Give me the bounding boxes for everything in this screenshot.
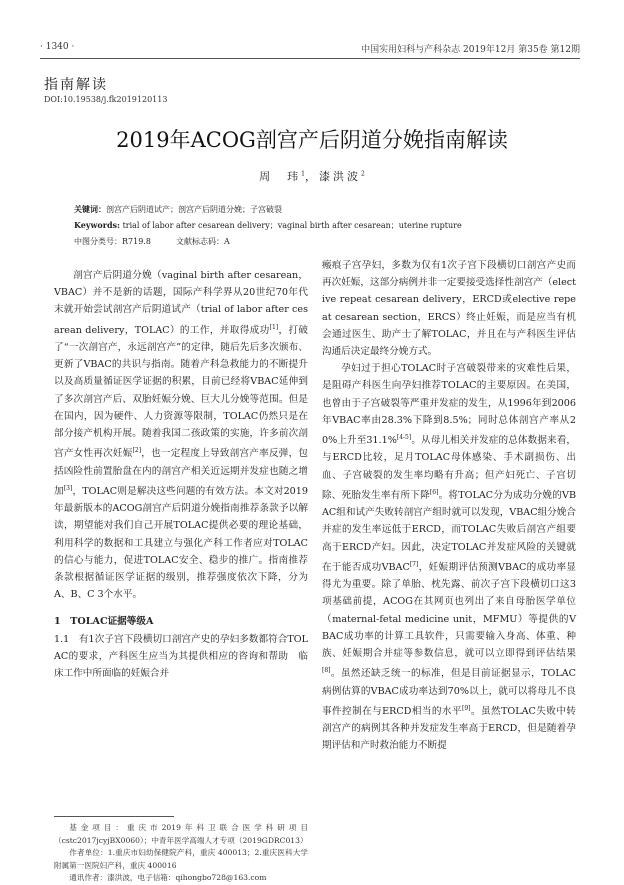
- section-heading: 1 TOLAC证据等级A: [54, 616, 154, 628]
- citation: [4-5]: [396, 434, 412, 442]
- author-2: 漆洪波: [319, 170, 361, 183]
- footnote-affiliation: 作者单位：1.重庆市妇幼保健院产科，重庆 400013；2.重庆医科大学附属第一医院妇产科，重庆 400016: [54, 848, 308, 870]
- keywords-cn-label: 关键词：: [74, 204, 106, 214]
- paragraph-risk: 孕妇过于担心TOLAC时子宫破裂带来的灾难性后果，是阻碍产科医生向孕妇推荐TOLAC的主要原因。在美国，也曾由于子宫破裂等严重并发症的发生，从1996年到2006年VBAC率由28.3%下降到8.5%；同时总体剖宫产率从20%上升至31.1%[4-5]。从母儿相关并发症的总体数据来看，与ERCD比较，足月TOLAC母体感染、手术副损伤、出血、子宫破裂的发生率均略有升高；但产妇死亡、子宫切除、死胎发生率有所下降[6]。将TOLAC分为成功分娩的VBAC组和试产失败转剖宫产组时就可以发现，VBAC组分娩合并症的发生率远低于ERCD，而TOLAC失败后剖宫产组要高于ERCD产妇。因此，决定TOLAC并发症风险的关键就在于能否成功VBAC[7]，妊娠期评估预测VBAC的成功率显得尤为重要。除了单胎、枕先露、前次子宫下段横切口这3项基础前提，ACOG在其网页也列出了来自母胎医学单位（maternal-fetal medicine unit，MFMU）等提供的VBAC成功率的计算工具软件，只需要输入身高、体重、种族、妊娠期合并症等参数信息，就可以立即得到评估结果[8]。虽然还缺乏统一的标准，但是目前证据显示，TOLAC病例估算的VBAC成功率达到70%以上，就可以将母儿不良事件控制在与ERCD相当的水平[9]。虽然TOLAC失败中转剖宫产的病例其各种并发症发生率高于ERCD，但是随着孕期评估和产时救治能力不断提: [322, 363, 577, 752]
- citation: [8]: [322, 667, 331, 675]
- citation: [6]: [429, 488, 439, 496]
- citation: [3]: [63, 484, 73, 492]
- class-value: R719.8: [122, 237, 151, 246]
- keywords-en-text: trial of labor after cesarean delivery；vaginal birth after cesarean；uterine rupture: [122, 221, 462, 230]
- author-2-affil: 2: [361, 170, 365, 178]
- doi: DOI:10.19538/j.fk2019120113: [44, 95, 168, 104]
- footnote: [54, 822, 308, 885]
- author-1-affil: 1: [301, 170, 305, 178]
- section-tag: 指南解读: [44, 77, 108, 93]
- authors: [0, 168, 624, 184]
- doc-code-label: 文献标志码：: [176, 237, 225, 246]
- journal-header: 中国实用妇科与产科杂志 2019年12月 第35卷 第12期: [361, 45, 580, 55]
- author-separator: ，: [305, 170, 319, 183]
- paragraph-1-1: 1.1 有1次子宫下段横切口剖宫产史的孕妇多数都符合TOLAC的要求，产科医生应当为其提供相应的咨询和帮助 临床工作中所面临的妊娠合并: [54, 633, 308, 680]
- citation: [2]: [132, 447, 142, 455]
- doc-code-value: A: [224, 237, 230, 246]
- body-column-left: [54, 267, 308, 682]
- citation: [1]: [269, 323, 279, 331]
- class-label: 中图分类号：: [74, 237, 122, 246]
- page-number: · 1340 ·: [40, 42, 75, 52]
- footnote-contact: 通讯作者：漆洪波，电子信箱：qihongbo728@163.com: [69, 873, 267, 883]
- keywords-en-label: Keywords:: [74, 220, 121, 230]
- footnote-fund: 基金项目：重庆市2019年科卫联合医学科研项目（cstc2017jcyjBX0060）；中青年医学高端人才专项（2019GDRC013）: [54, 823, 308, 845]
- classification: [74, 236, 594, 247]
- article-title: 2019年ACOG剖宫产后阴道分娩指南解读: [116, 128, 508, 152]
- keywords-cn-text: 剖宫产后阴道试产；剖宫产后阴道分娩；子宫破裂: [106, 205, 282, 214]
- body-column-right: [322, 257, 576, 755]
- header-rule: [40, 58, 580, 59]
- author-1: 周 玮: [259, 170, 302, 183]
- keywords-cn: [74, 204, 594, 215]
- footnote-rule: [54, 816, 174, 817]
- keywords-en: [74, 220, 594, 231]
- paragraph-intro: 剖宫产后阴道分娩（vaginal birth after cesarean，VBAC）并不是新的话题，国际产科学界从20世纪70年代末就开始尝试剖宫产后阴道试产（trial of labor after cesarean delivery，TOLAC）的工作，并取得成功[1]，打破了“一次剖宫产，永远剖宫产”的定律，随后先后多次颁布、更新了VBAC的共识与指南。随着产科急救能力的不断提升以及高质量循证医学证据的积累，目前已经将VBAC延伸到了多次剖宫产后、双胎妊娠分娩、巨大儿分娩等范围。但是在国内，因为硬件、人力资源等限制，TOLAC仍然只是在部分接产机构开展。随着我国二孩政策的实施，许多前次剖宫产女性再次妊娠[2]，也一定程度上导致剖宫产率反弹，包括凶险性前置胎盘在内的剖宫产相关近远期并发症也随之增加[3]，TOLAC则是解决这些问题的有效方法。本文对2019年最新版本的ACOG剖宫产后阴道分娩指南推荐条款予以解读，期望能对我们自己开展TOLAC提供必要的理论基础，利用科学的数据和工具建立与强化产科工作者应对TOLAC的信心与能力，促进TOLAC安全、稳步的推广。指南推荐条款根据循证医学证据的级别，推荐强度依次下降，分为A、B、C 3个水平。: [54, 270, 309, 601]
- citation: [9]: [461, 704, 471, 712]
- paragraph-continued: 瘢痕子宫孕妇，多数为仅有1次子宫下段横切口剖宫产史而再次妊娠，这部分病例并非一定要接受选择性剖宫产（elective repeat cesarean delivery，ERCD或elective repeat cesarean section，ERCS）终止妊娠，而是应当有机会通过医生、助产士了解TOLAC，并且在与产科医生评估沟通后决定最终分娩方式。: [322, 260, 576, 358]
- citation: [7]: [409, 560, 419, 568]
